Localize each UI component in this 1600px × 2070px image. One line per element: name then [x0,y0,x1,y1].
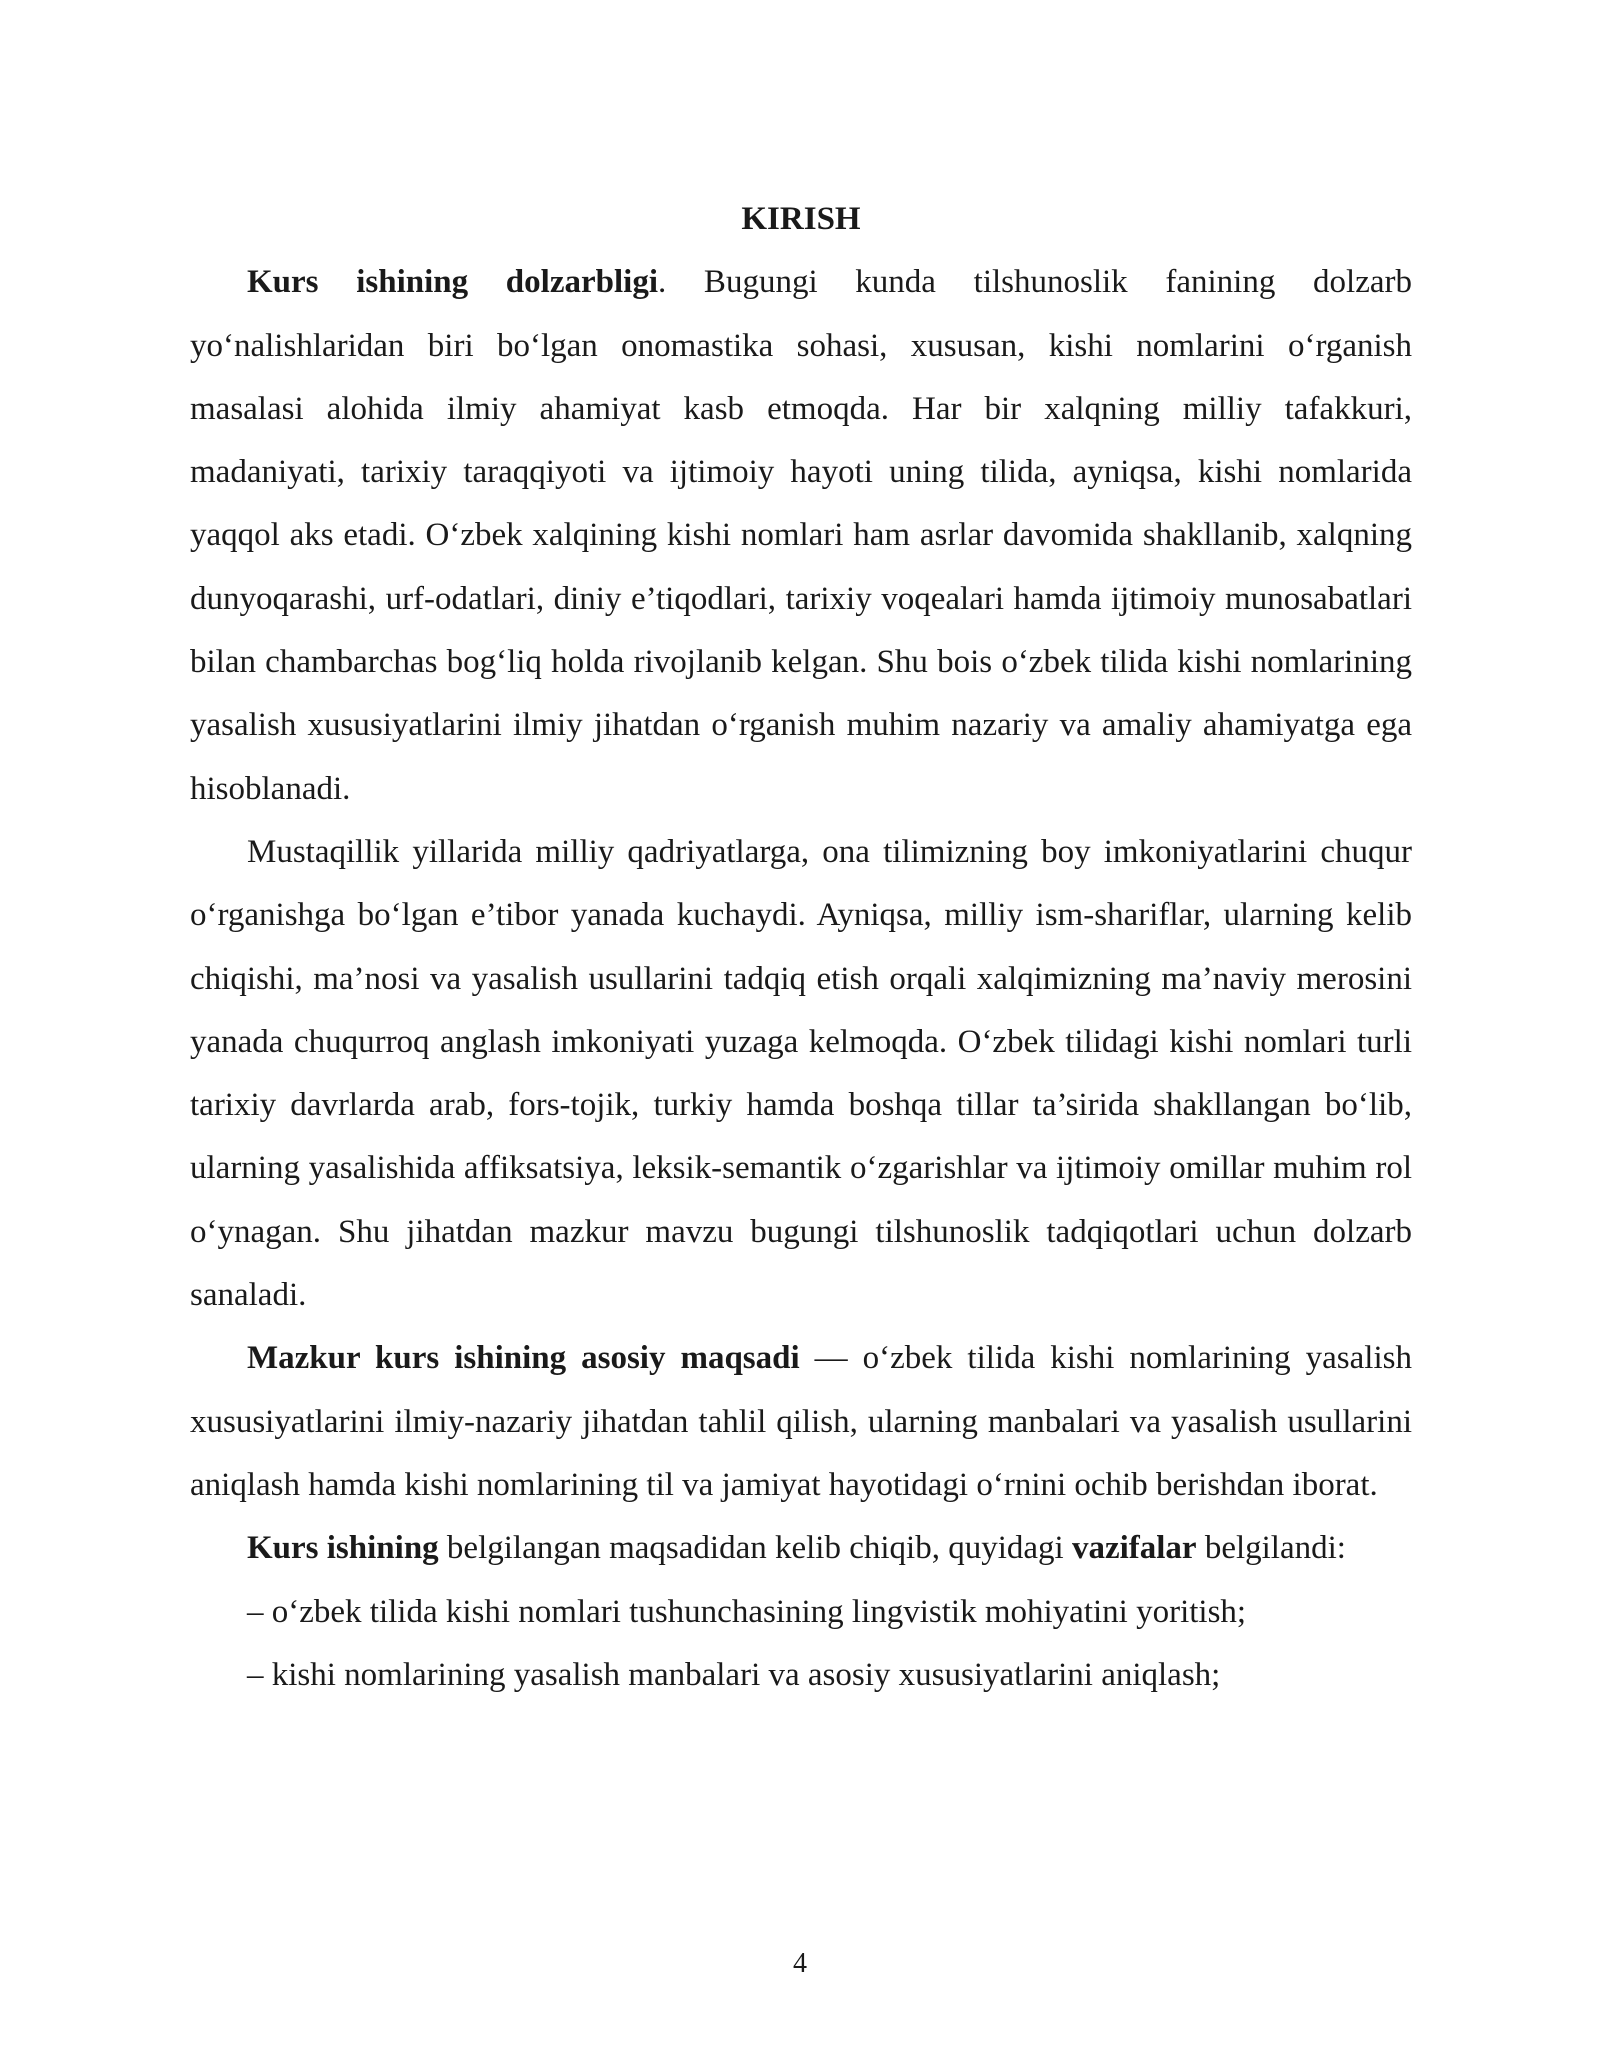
paragraph-independence-text: Mustaqillik yillarida milliy qadriyatlarga, ona tilimizning boy imkoniyatlarini chuqur o‘rganishga bo‘lgan e’tibor yanada kuchaydi. Ayniqsa, milliy ism-shariflar, ularning kelib chiqishi, ma’nosi va yasalish usullarini tadqiq etish orqali xalqimizning ma’naviy merosini yanada chuqurroq anglash imkoniyati yuzaga kelmoqda. O‘zbek tilidagi kishi nomlari turli tarixiy davrlarda arab, fors-tojik, turkiy hamda boshqa tillar ta’sirida shakllangan bo‘lib, ularning yasalishida affiksatsiya, leksik-semantik o‘zgarishlar va ijtimoiy omillar muhim rol o‘ynagan. Shu jihatdan mazkur mavzu bugungi tilshunoslik tadqiqotlari uchun dolzarb sanaladi. [190,833,1412,1314]
section-title: KIRISH [741,201,861,237]
paragraph-relevance-heading: Kurs ishining dolzarbligi [247,264,658,301]
tasks-intro-text-1: belgilangan maqsadidan kelib chiqib, quyidagi [438,1530,1072,1567]
tasks-intro-text-2: belgilandi: [1196,1530,1346,1567]
page-number: 4 [793,1948,807,1979]
paragraph-goal-heading: Mazkur kurs ishining asosiy maqsadi [247,1340,800,1377]
paragraph-relevance-text: . Bugungi kunda tilshunoslik fanining dolzarb yo‘nalishlaridan biri bo‘lgan onomastika sohasi, xususan, kishi nomlarini o‘rganish masalasi alohida ilmiy ahamiyat kasb etmoqda. Har bir xalqning milliy tafakkuri, madaniyati, tarixiy taraqqiyoti va ijtimoiy hayoti uning tilida, ayniqsa, kishi nomlarida yaqqol aks etadi. O‘zbek xalqining kishi nomlari ham asrlar davomida shakllanib, xalqning dunyoqarashi, urf-odatlari, diniy e’tiqodlari, tarixiy voqealari hamda ijtimoiy munosabatlari bilan chambarchas bog‘liq holda rivojlanib kelgan. Shu bois o‘zbek tilida kishi nomlarining yasalish xususiyatlarini ilmiy jihatdan o‘rganish muhim nazariy va amaliy ahamiyatga ega hisoblanadi. [190,264,1412,807]
task-item: – kishi nomlarining yasalish manbalari va asosiy xususiyatlarini aniqlash; [247,1656,1221,1693]
paragraph-relevance [190,251,1412,821]
paragraph-tasks-intro [190,1517,1412,1580]
paragraph-goal-text: — o‘zbek tilida kishi nomlarining yasalish xususiyatlarini ilmiy-nazariy jihatdan tahlil qilish, ularning manbalari va yasalish usullarini aniqlash hamda kishi nomlarining til va jamiyat hayotidagi o‘rnini ochib berishdan iborat. [190,1340,1412,1503]
tasks-intro-bold-2: vazifalar [1071,1530,1197,1567]
task-item: – o‘zbek tilida kishi nomlari tushunchasining lingvistik mohiyatini yoritish; [247,1593,1247,1630]
page-content [190,188,1412,1707]
paragraph-independence [190,821,1412,1327]
tasks-intro-bold-1: Kurs ishining [247,1530,439,1567]
paragraph-goal [190,1327,1412,1517]
